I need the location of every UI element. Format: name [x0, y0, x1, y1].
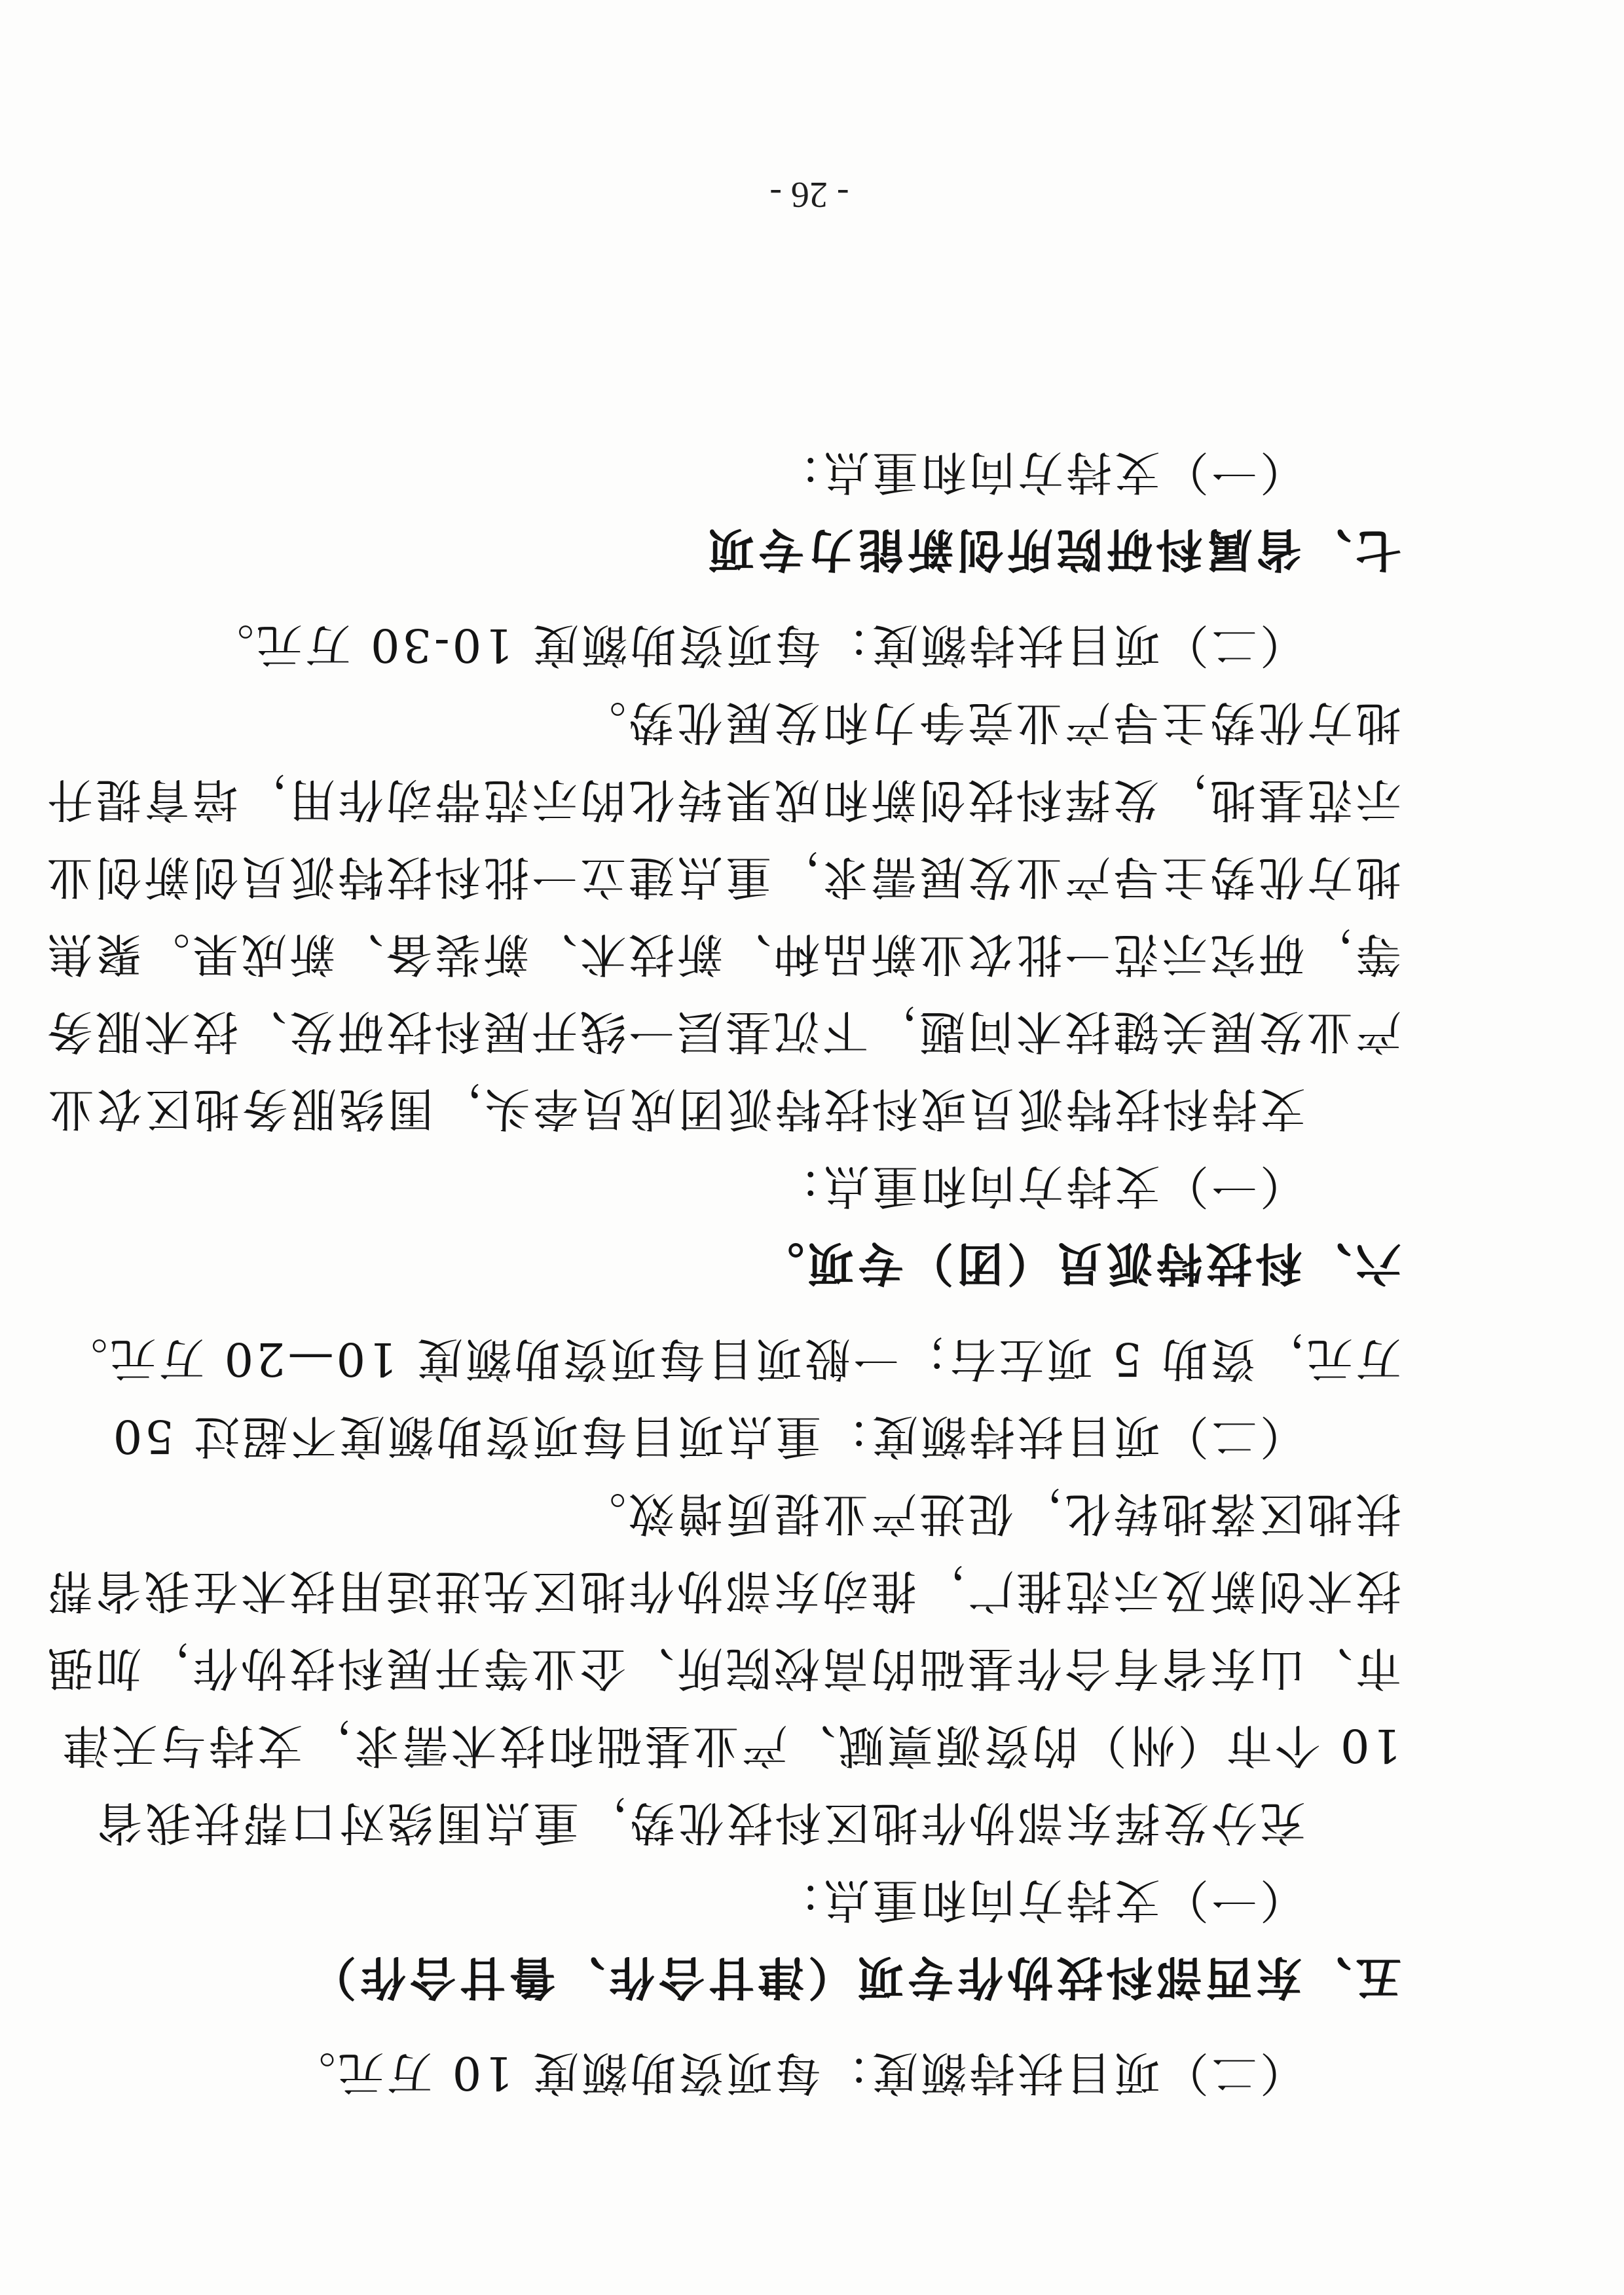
subheading: （一）支持方向和重点： — [773, 445, 1306, 499]
paragraph-line: 地方优势主导产业竞争力和发展优势。 — [578, 696, 1401, 749]
paragraph-line: 万元，资助 5 项左右；一般项目每项资助额度 10—20 万元。 — [59, 1332, 1401, 1386]
paragraph-line: 技术创新及示范推广，推动东部协作地区先进适用技术在我省帮 — [45, 1564, 1401, 1618]
section-heading-6: 六、科技特派员（团）专项。 — [754, 1237, 1401, 1290]
paragraph-line: 支持科技特派员或科技特派团成员牵头，围绕服务地区农业 — [46, 1082, 1306, 1136]
paragraph-line: （二）项目扶持额度：重点项目每项资助额度不超过 50 — [110, 1409, 1306, 1463]
paragraph-line: 产业发展关键技术问题，下沉基层一线开展科技研发、技术服务 — [45, 1005, 1401, 1058]
paragraph-line: 等，研究示范一批农业新品种、新技术、新装备、新成果。聚焦 — [45, 927, 1401, 981]
paragraph-line: 扶地区落地转化，促进产业提质增效。 — [578, 1487, 1401, 1540]
paragraph-line: （二）项目扶持额度：每项资助额度 10 万元。 — [287, 2046, 1306, 2100]
paragraph-line: 10 个市（州）的资源禀赋、产业基础和技术需求，支持与天津 — [60, 1719, 1401, 1772]
document-body — [45, 434, 1401, 2112]
paragraph-line: （二）项目扶持额度：每项资助额度 10-30 万元。 — [205, 618, 1306, 672]
paragraph-line: 充分发挥东部协作地区科技优势，重点围绕对口帮扶我省 — [94, 1796, 1306, 1850]
page-number: - 26 - — [769, 174, 849, 215]
subheading: （一）支持方向和重点： — [773, 1873, 1306, 1927]
subheading: （一）支持方向和重点： — [773, 1159, 1306, 1213]
section-heading-5: 五、东西部科技协作专项（津甘合作、鲁甘合作） — [306, 1950, 1401, 2004]
paragraph-line: 市、山东省有合作基础的高校院所、企业等开展科技协作，加强 — [45, 1641, 1401, 1695]
paragraph-line: 示范基地，发挥科技创新和成果转化的示范带动作用，培育提升 — [45, 773, 1401, 827]
section-heading-7: 七、省属科研院所创新能力专项 — [705, 523, 1401, 576]
paragraph-line: 地方优势主导产业发展需求，重点建立一批科技特派员创新创业 — [45, 850, 1401, 904]
